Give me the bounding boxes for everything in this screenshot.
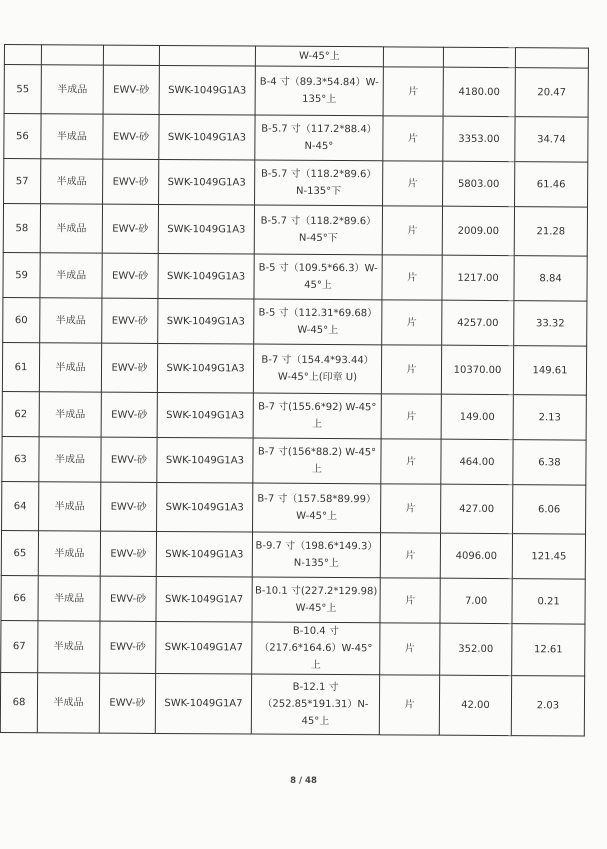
table-row	[2, 481, 586, 534]
material: EWV-砂	[103, 159, 159, 204]
unit: 片	[382, 255, 442, 300]
spec-cell: B-10.4 寸（217.6*164.6）W-45°上	[252, 622, 380, 675]
quantity: 42.00	[439, 675, 511, 735]
unit: 片	[383, 116, 443, 161]
row-number: 63	[2, 436, 39, 481]
unit: 片	[382, 300, 442, 345]
spec-cell: B-5.7 寸（118.2*89.6）N-45°下	[254, 205, 382, 255]
spec-cell: B-10.1 寸(227.2*129.98) W-45°上	[252, 577, 380, 623]
material: EWV-砂	[101, 343, 157, 392]
row-number: 62	[2, 391, 39, 436]
item-type: 半成品	[39, 482, 101, 531]
amount: 2.03	[511, 676, 584, 736]
material: EWV-砂	[103, 65, 159, 114]
unit: 片	[382, 206, 442, 255]
unit: 片	[380, 623, 440, 675]
table-row	[3, 297, 587, 346]
unit: 片	[381, 345, 441, 394]
quantity: 427.00	[441, 484, 513, 533]
quantity: 10370.00	[441, 345, 513, 394]
part-code: SWK-1049G1A7	[156, 621, 252, 674]
material: EWV-砂	[101, 437, 157, 482]
row-number: 55	[4, 65, 41, 114]
item-type: 半成品	[37, 673, 99, 733]
material: EWV-砂	[99, 673, 155, 733]
row-number: 57	[4, 159, 41, 204]
spec-cell: B-7 寸（154.4*93.44）W-45°上(印章 U)	[253, 344, 381, 394]
row-number: 64	[2, 481, 39, 530]
table-row	[2, 342, 586, 395]
table-row	[2, 391, 586, 440]
part-code: SWK-1049G1A3	[158, 298, 254, 344]
amount: 149.61	[513, 346, 586, 395]
item-type: 半成品	[40, 253, 102, 298]
quantity: 464.00	[441, 439, 513, 484]
part-code: SWK-1049G1A3	[158, 204, 254, 254]
table-row	[0, 672, 584, 736]
part-code: SWK-1049G1A3	[159, 159, 255, 205]
spec-cell: B-5 寸（112.31*69.68）W-45°上	[254, 299, 382, 345]
item-type: 半成品	[39, 392, 101, 437]
item-type: 半成品	[41, 159, 103, 204]
quantity: 352.00	[440, 623, 512, 675]
row-number: 65	[1, 530, 38, 575]
table-row	[4, 65, 588, 118]
unit: 片	[383, 67, 443, 116]
amount: 121.45	[512, 534, 585, 579]
amount: 6.06	[513, 485, 586, 534]
material: EWV-砂	[103, 114, 159, 159]
unit: 片	[383, 161, 443, 206]
part-code: SWK-1049G1A3	[156, 531, 252, 577]
quantity: 4257.00	[442, 300, 514, 345]
spec-cell: B-9.7 寸（198.6*149.3）N-135°上	[252, 532, 380, 578]
amount: 20.47	[515, 68, 588, 117]
table-row	[4, 114, 588, 163]
item-type: 半成品	[39, 437, 101, 482]
item-type: 半成品	[39, 343, 101, 392]
item-type: 半成品	[38, 576, 100, 621]
amount: 61.46	[515, 162, 588, 207]
table-row	[3, 204, 587, 257]
part-code: SWK-1049G1A3	[157, 437, 253, 483]
quantity: 4096.00	[440, 533, 512, 578]
unit: 片	[381, 394, 441, 439]
table-row	[1, 620, 585, 676]
quantity: 1217.00	[442, 255, 514, 300]
part-code: SWK-1049G1A7	[155, 673, 251, 734]
table-row	[4, 159, 588, 208]
spec-cell: W-45°上	[255, 46, 383, 67]
spec-cell: B-12.1 寸（252.85*191.31）N-45°上	[251, 674, 379, 735]
inventory-table	[0, 44, 589, 737]
part-code: SWK-1049G1A7	[156, 576, 252, 622]
amount: 6.38	[513, 440, 586, 485]
material: EWV-砂	[102, 298, 158, 343]
part-code: SWK-1049G1A3	[157, 343, 253, 393]
spec-cell: B-7 寸(156*88.2) W-45°上	[253, 438, 381, 484]
spec-cell: B-7 寸（157.58*89.99）W-45°上	[253, 483, 381, 533]
part-code: SWK-1049G1A3	[159, 114, 255, 160]
row-number: 59	[3, 252, 40, 297]
material: EWV-砂	[101, 392, 157, 437]
material: EWV-砂	[102, 253, 158, 298]
row-number: 68	[0, 672, 37, 732]
part-code: SWK-1049G1A3	[159, 65, 255, 115]
material: EWV-砂	[100, 621, 156, 673]
item-type: 半成品	[38, 531, 100, 576]
spec-cell: B-5.7 寸（117.2*88.4）N-45°	[255, 115, 383, 161]
part-code: SWK-1049G1A3	[158, 253, 254, 299]
row-number: 58	[3, 204, 40, 253]
item-type: 半成品	[40, 204, 102, 253]
quantity: 7.00	[440, 578, 512, 623]
quantity: 149.00	[441, 394, 513, 439]
page-number: 8 / 48	[290, 776, 317, 786]
material: EWV-砂	[100, 531, 156, 576]
quantity: 2009.00	[442, 206, 514, 255]
unit: 片	[381, 484, 441, 533]
amount: 21.28	[514, 207, 587, 256]
amount: 2.13	[513, 395, 586, 440]
quantity: 4180.00	[443, 67, 515, 116]
amount: 12.61	[512, 624, 585, 676]
spec-cell: B-5 寸（109.5*66.3）W-45°上	[254, 254, 382, 300]
unit: 片	[380, 578, 440, 623]
item-type: 半成品	[40, 298, 102, 343]
table-row	[3, 252, 587, 301]
row-number: 56	[4, 114, 41, 159]
part-code: SWK-1049G1A3	[157, 392, 253, 438]
spec-cell: B-5.7 寸（118.2*89.6）N-135°下	[255, 160, 383, 206]
quantity: 5803.00	[443, 161, 515, 206]
amount: 0.21	[512, 579, 585, 624]
material: EWV-砂	[101, 482, 157, 531]
row-number: 60	[3, 297, 40, 342]
amount: 33.32	[514, 301, 587, 346]
item-type: 半成品	[41, 65, 103, 114]
amount: 34.74	[515, 117, 588, 162]
unit: 片	[379, 675, 439, 735]
unit: 片	[381, 439, 441, 484]
part-code: SWK-1049G1A3	[157, 482, 253, 532]
material: EWV-砂	[102, 204, 158, 253]
table-row	[2, 436, 586, 485]
unit: 片	[380, 533, 440, 578]
amount: 8.84	[514, 256, 587, 301]
table-row	[1, 575, 585, 624]
row-number: 61	[2, 342, 39, 391]
item-type: 半成品	[41, 114, 103, 159]
material: EWV-砂	[100, 576, 156, 621]
table-row	[1, 530, 585, 579]
spec-cell: B-7 寸(155.6*92) W-45°上	[253, 393, 381, 439]
quantity: 3353.00	[443, 116, 515, 161]
row-number: 67	[1, 620, 38, 672]
item-type: 半成品	[38, 621, 100, 673]
spec-cell: B-4 寸（89.3*54.84）W-135°上	[255, 66, 383, 116]
row-number: 66	[1, 575, 38, 620]
